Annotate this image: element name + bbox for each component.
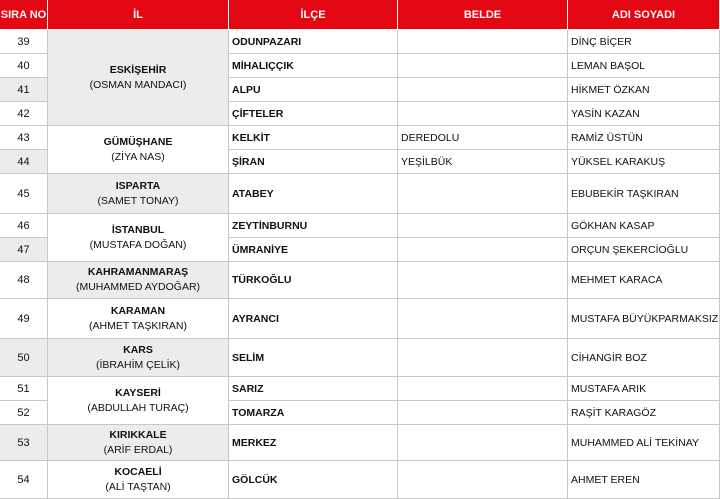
il-group-cell: [48, 174, 229, 214]
il-name: KAYSERİ: [115, 386, 161, 399]
row-number: 46: [0, 214, 48, 238]
adi-soyadi-cell: YÜKSEL KARAKUŞ: [568, 150, 720, 174]
header-sira-no: SIRA NO: [0, 0, 48, 30]
adi-soyadi-cell: MUSTAFA BÜYÜKPARMAKSIZ: [568, 299, 720, 339]
row-number: 51: [0, 377, 48, 401]
belde-cell: [398, 262, 568, 299]
il-name: KOCAELİ: [114, 465, 162, 478]
belde-cell: [398, 54, 568, 78]
il-group-cell: [48, 299, 229, 339]
row-number: 41: [0, 78, 48, 102]
ilce-cell: TÜRKOĞLU: [229, 262, 398, 299]
il-name: KIRIKKALE: [109, 428, 167, 441]
belde-cell: [398, 425, 568, 461]
ilce-cell: ODUNPAZARI: [229, 30, 398, 54]
ilce-cell: ZEYTİNBURNU: [229, 214, 398, 238]
adi-soyadi-cell: MUHAMMED ALİ TEKİNAY: [568, 425, 720, 461]
row-number: 42: [0, 102, 48, 126]
belde-cell: [398, 339, 568, 377]
il-name: KAHRAMANMARAŞ: [87, 266, 189, 278]
header-ilce: İLÇE: [229, 0, 398, 30]
ilce-cell: ŞİRAN: [229, 150, 398, 174]
row-number: 44: [0, 150, 48, 174]
belde-cell: [398, 401, 568, 425]
header-adi-soyadi: ADI SOYADI: [568, 0, 720, 30]
header-belde: BELDE: [398, 0, 568, 30]
adi-soyadi-cell: DİNÇ BİÇER: [568, 30, 720, 54]
belde-cell: [398, 299, 568, 339]
adi-soyadi-cell: YASİN KAZAN: [568, 102, 720, 126]
adi-soyadi-cell: GÖKHAN KASAP: [568, 214, 720, 238]
il-baskan: (ARİF ERDAL): [103, 443, 173, 456]
ilce-cell: AYRANCI: [229, 299, 398, 339]
il-name: ISPARTA: [115, 179, 161, 192]
row-number: 43: [0, 126, 48, 150]
il-name: ESKİŞEHİR: [109, 63, 167, 76]
row-number: 40: [0, 54, 48, 78]
il-name: KARS: [123, 343, 153, 356]
adi-soyadi-cell: AHMET EREN: [568, 461, 720, 499]
adi-soyadi-cell: EBUBEKİR TAŞKIRAN: [568, 174, 720, 214]
il-baskan: (AHMET TAŞKIRAN): [88, 319, 187, 332]
il-baskan: (MUSTAFA DOĞAN): [89, 238, 187, 251]
ilce-cell: ATABEY: [229, 174, 398, 214]
il-name: GÜMÜŞHANE: [103, 135, 173, 148]
belde-cell: [398, 461, 568, 499]
ilce-cell: ALPU: [229, 78, 398, 102]
belde-cell: [398, 78, 568, 102]
belde-cell: [398, 174, 568, 214]
adi-soyadi-cell: HİKMET ÖZKAN: [568, 78, 720, 102]
ilce-cell: ÇİFTELER: [229, 102, 398, 126]
il-baskan: (ALİ TAŞTAN): [105, 480, 171, 493]
il-group-cell: [48, 461, 229, 499]
ilce-cell: TOMARZA: [229, 401, 398, 425]
row-number: 48: [0, 262, 48, 299]
adi-soyadi-cell: MEHMET KARACA: [568, 262, 720, 299]
il-baskan: (İBRAHİM ÇELİK): [95, 358, 180, 371]
ilce-cell: GÖLCÜK: [229, 461, 398, 499]
ilce-cell: MİHALIÇÇIK: [229, 54, 398, 78]
adi-soyadi-cell: RAŞİT KARAGÖZ: [568, 401, 720, 425]
header-il: İL: [48, 0, 229, 30]
il-group-cell: [48, 377, 229, 425]
ilce-cell: KELKİT: [229, 126, 398, 150]
belde-cell: DEREDOLU: [398, 126, 568, 150]
il-baskan: (SAMET TONAY): [97, 194, 179, 207]
ilce-cell: SARIZ: [229, 377, 398, 401]
adi-soyadi-cell: RAMİZ ÜSTÜN: [568, 126, 720, 150]
row-number: 52: [0, 401, 48, 425]
ilce-cell: ÜMRANİYE: [229, 238, 398, 262]
belde-cell: [398, 102, 568, 126]
row-number: 45: [0, 174, 48, 214]
il-group-cell: [48, 126, 229, 174]
il-group-cell: [48, 339, 229, 377]
ilce-cell: MERKEZ: [229, 425, 398, 461]
adi-soyadi-cell: LEMAN BAŞOL: [568, 54, 720, 78]
belde-cell: YEŞİLBÜK: [398, 150, 568, 174]
il-baskan: (ZİYA NAS): [111, 150, 165, 163]
adi-soyadi-cell: CİHANGİR BOZ: [568, 339, 720, 377]
il-group-cell: [48, 214, 229, 262]
adi-soyadi-cell: ORÇUN ŞEKERCİOĞLU: [568, 238, 720, 262]
belde-cell: [398, 238, 568, 262]
row-number: 50: [0, 339, 48, 377]
row-number: 49: [0, 299, 48, 339]
belde-cell: [398, 214, 568, 238]
row-number: 47: [0, 238, 48, 262]
ilce-cell: SELİM: [229, 339, 398, 377]
il-baskan: (MUHAMMED AYDOĞAR): [75, 281, 201, 293]
belde-cell: [398, 377, 568, 401]
belde-cell: [398, 30, 568, 54]
il-group-cell: [48, 262, 229, 299]
row-number: 39: [0, 30, 48, 54]
il-group-cell: [48, 425, 229, 461]
row-number: 54: [0, 461, 48, 499]
il-name: İSTANBUL: [111, 223, 165, 236]
il-baskan: (OSMAN MANDACI): [89, 78, 187, 91]
il-baskan: (ABDULLAH TURAÇ): [87, 401, 189, 414]
adi-soyadi-cell: MUSTAFA ARIK: [568, 377, 720, 401]
il-group-cell: [48, 30, 229, 126]
il-name: KARAMAN: [110, 304, 166, 317]
row-number: 53: [0, 425, 48, 461]
